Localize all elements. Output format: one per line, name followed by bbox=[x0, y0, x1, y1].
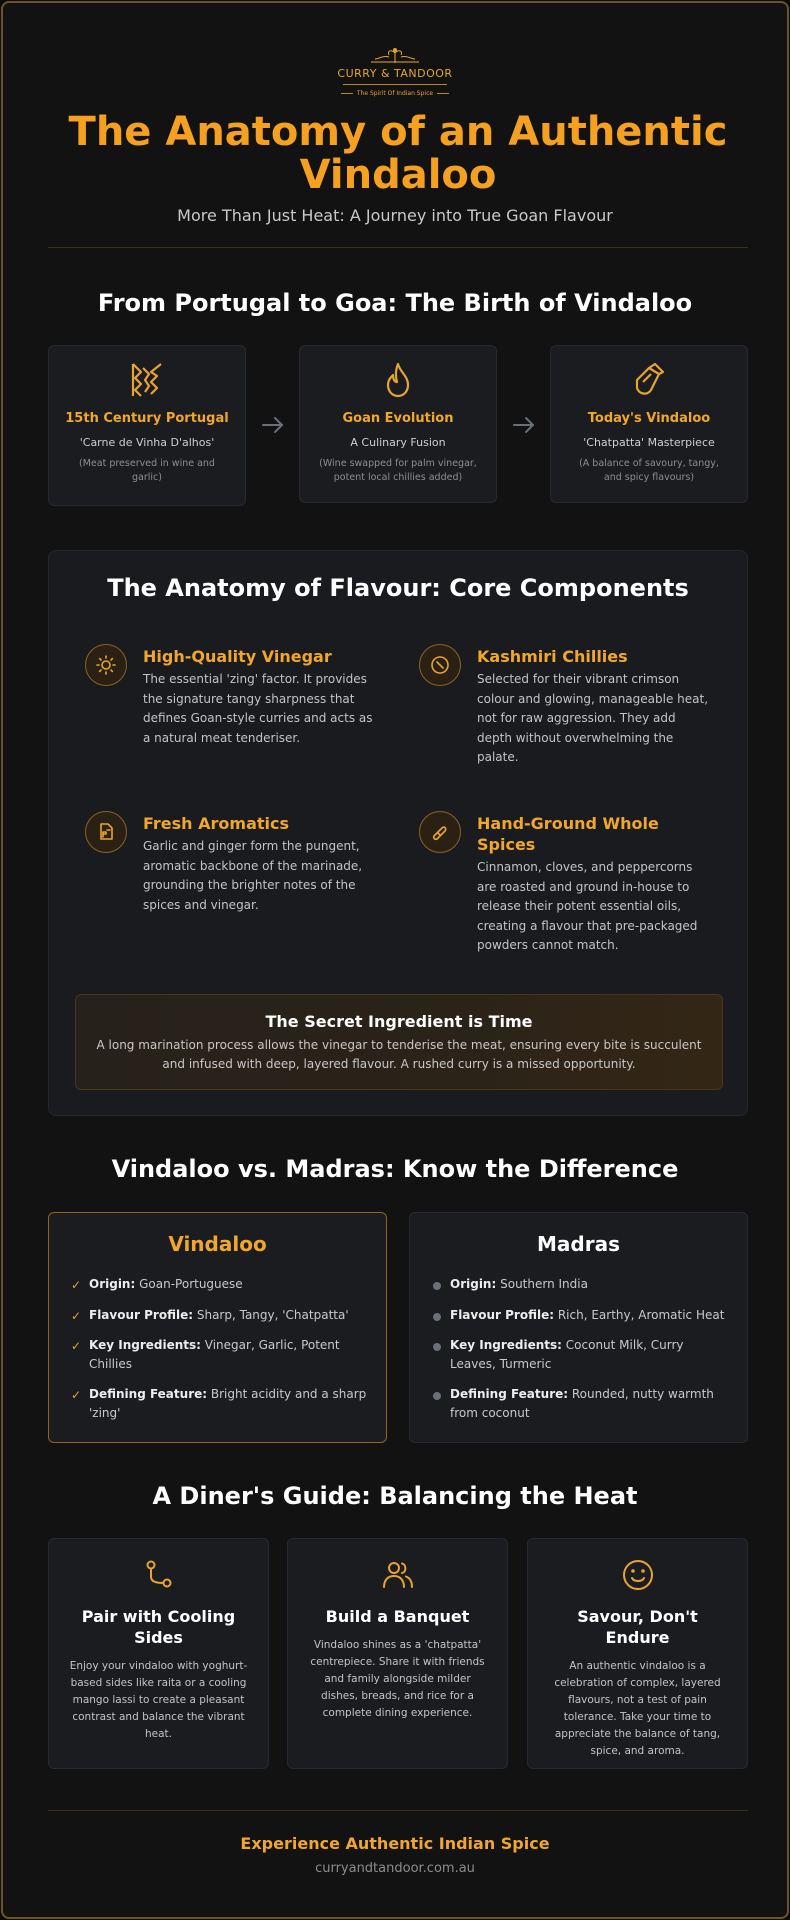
list-item: ✓ Origin: Goan-Portuguese bbox=[71, 1275, 371, 1294]
component-description: The essential 'zing' factor. It provides the signature tangy sharpness that defines Goan-style curries and acts as a natural meat tenderiser. bbox=[143, 672, 373, 745]
list-item: Defining Feature: Rounded, nutty warmth from coconut bbox=[432, 1385, 732, 1422]
logo-tagline: The Spirit Of Indian Spice bbox=[356, 90, 434, 97]
madras-card bbox=[409, 1212, 748, 1443]
list-item: Origin: Southern India bbox=[432, 1275, 732, 1294]
logo-rule bbox=[343, 84, 447, 85]
tip-description: Enjoy your vindaloo with yoghurt-based sides like raita or a cooling mango lassi to create a pleasant contrast and balance the vibrant heat. bbox=[69, 1660, 248, 1740]
component-title: Fresh Aromatics bbox=[143, 814, 290, 833]
smile-icon bbox=[620, 1557, 656, 1593]
comparison-title: Vindaloo vs. Madras: Know the Difference bbox=[111, 1155, 679, 1183]
timeline-subtitle: 'Chatpatta' Masterpiece bbox=[583, 436, 715, 449]
tip-card-banquet bbox=[287, 1538, 508, 1769]
list-item: ✓ Defining Feature: Bright acidity and a sharp 'zing' bbox=[71, 1387, 367, 1420]
secret-description: A long marination process allows the vinegar to tenderise the meat, ensuring every bite is succulent and infused with deep, layered flavour. A rushed curry is a missed opportunity. bbox=[96, 1038, 702, 1071]
flame-icon bbox=[378, 360, 418, 400]
component-title: Hand-Ground Whole Spices bbox=[477, 814, 659, 854]
check-icon: ✓ bbox=[71, 1339, 82, 1353]
timeline-note: (A balance of savoury, tangy, and spicy flavours) bbox=[579, 458, 719, 483]
users-icon bbox=[380, 1557, 416, 1593]
timeline-subtitle: A Culinary Fusion bbox=[350, 436, 446, 449]
divider bbox=[48, 247, 748, 248]
list-item: Flavour Profile: Rich, Earthy, Aromatic Heat bbox=[432, 1306, 732, 1325]
page-subtitle: More Than Just Heat: A Journey into True Goan Flavour bbox=[177, 206, 613, 225]
anatomy-title: The Anatomy of Flavour: Core Components bbox=[107, 574, 689, 602]
component-title: Kashmiri Chillies bbox=[477, 647, 628, 666]
garlic-icon bbox=[95, 821, 117, 843]
list-item: Key Ingredients: Coconut Milk, Curry Leaves, Turmeric bbox=[432, 1336, 732, 1373]
timeline-card-goa bbox=[299, 345, 497, 503]
component-description: Cinnamon, cloves, and peppercorns are roasted and ground in-house to release their potent essential oils, creating a flavour that pre-packaged powders cannot match. bbox=[477, 860, 698, 952]
component-title: High-Quality Vinegar bbox=[143, 647, 332, 666]
bullet-icon bbox=[433, 1313, 441, 1321]
timeline-subtitle: 'Carne de Vinha D'alhos' bbox=[79, 436, 215, 449]
check-icon: ✓ bbox=[71, 1278, 82, 1292]
ornament-icon bbox=[365, 47, 425, 67]
timeline-card-portugal bbox=[48, 345, 246, 506]
footer-link[interactable]: curryandtandoor.com.au bbox=[315, 1861, 475, 1876]
chilli-icon bbox=[629, 360, 669, 400]
timeline-title: 15th Century Portugal bbox=[65, 411, 229, 426]
ship-icon bbox=[127, 360, 167, 400]
madras-heading: Madras bbox=[537, 1232, 620, 1256]
check-icon: ✓ bbox=[71, 1308, 82, 1323]
timeline-title: Today's Vindaloo bbox=[587, 411, 711, 426]
tip-card-savour bbox=[527, 1538, 748, 1769]
component-description: Garlic and ginger form the pungent, aromatic backbone of the marinade, grounding the brighter notes of the spices and vinegar. bbox=[143, 839, 363, 912]
arrow-right-icon bbox=[511, 415, 537, 435]
list-item: ✓ Flavour Profile: Sharp, Tangy, 'Chatpatta' bbox=[71, 1306, 371, 1325]
tip-title: Pair with Cooling Sides bbox=[81, 1607, 236, 1647]
timeline-note: (Meat preserved in wine and garlic) bbox=[79, 458, 215, 483]
vindaloo-heading: Vindaloo bbox=[168, 1232, 267, 1256]
timeline-card-today bbox=[550, 345, 748, 503]
secret-title: The Secret Ingredient is Time bbox=[265, 1012, 533, 1031]
component-description: Selected for their vibrant crimson colour and glowing, manageable heat, not for raw aggression. They add depth without overwhelming the palate. bbox=[477, 672, 709, 764]
arrow-right-icon bbox=[260, 415, 286, 435]
timeline-note: (Wine swapped for palm vinegar, potent local chillies added) bbox=[319, 458, 477, 483]
check-icon: ✓ bbox=[71, 1388, 82, 1402]
sun-icon bbox=[95, 654, 117, 676]
brand-name: CURRY & TANDOOR bbox=[337, 67, 453, 80]
vindaloo-card bbox=[48, 1212, 387, 1443]
gauge-icon bbox=[429, 654, 451, 676]
footer-cta: Experience Authentic Indian Spice bbox=[240, 1834, 550, 1853]
bullet-icon bbox=[433, 1282, 441, 1290]
tip-title: Build a Banquet bbox=[325, 1607, 470, 1626]
bullet-icon bbox=[433, 1392, 441, 1400]
guide-title: A Diner's Guide: Balancing the Heat bbox=[152, 1482, 638, 1510]
pestle-icon bbox=[429, 821, 451, 843]
secret-callout bbox=[75, 994, 723, 1090]
bullet-icon bbox=[433, 1343, 441, 1351]
tip-card-cooling bbox=[48, 1538, 269, 1769]
divider bbox=[48, 1810, 748, 1811]
history-title: From Portugal to Goa: The Birth of Vindaloo bbox=[97, 289, 693, 317]
tip-description: Vindaloo shines as a 'chatpatta' centrepiece. Share it with friends and family alongside milder dishes, breads, and rice for a complete dining experience. bbox=[310, 1639, 485, 1719]
page-title: The Anatomy of an Authentic Vindaloo bbox=[68, 109, 728, 198]
anatomy-panel bbox=[48, 550, 748, 1116]
tip-description: An authentic vindaloo is a celebration of complex, layered flavours, not a test of pain tolerance. Take your time to appreciate the balance of tang, spice, and aroma. bbox=[554, 1660, 721, 1757]
list-item: ✓ Key Ingredients: Vinegar, Garlic, Potent Chillies bbox=[71, 1338, 340, 1371]
timeline-title: Goan Evolution bbox=[342, 411, 454, 426]
logo bbox=[3, 47, 787, 97]
branch-icon bbox=[141, 1557, 177, 1593]
infographic bbox=[1, 1, 789, 1919]
tip-title: Savour, Don't Endure bbox=[577, 1607, 698, 1647]
